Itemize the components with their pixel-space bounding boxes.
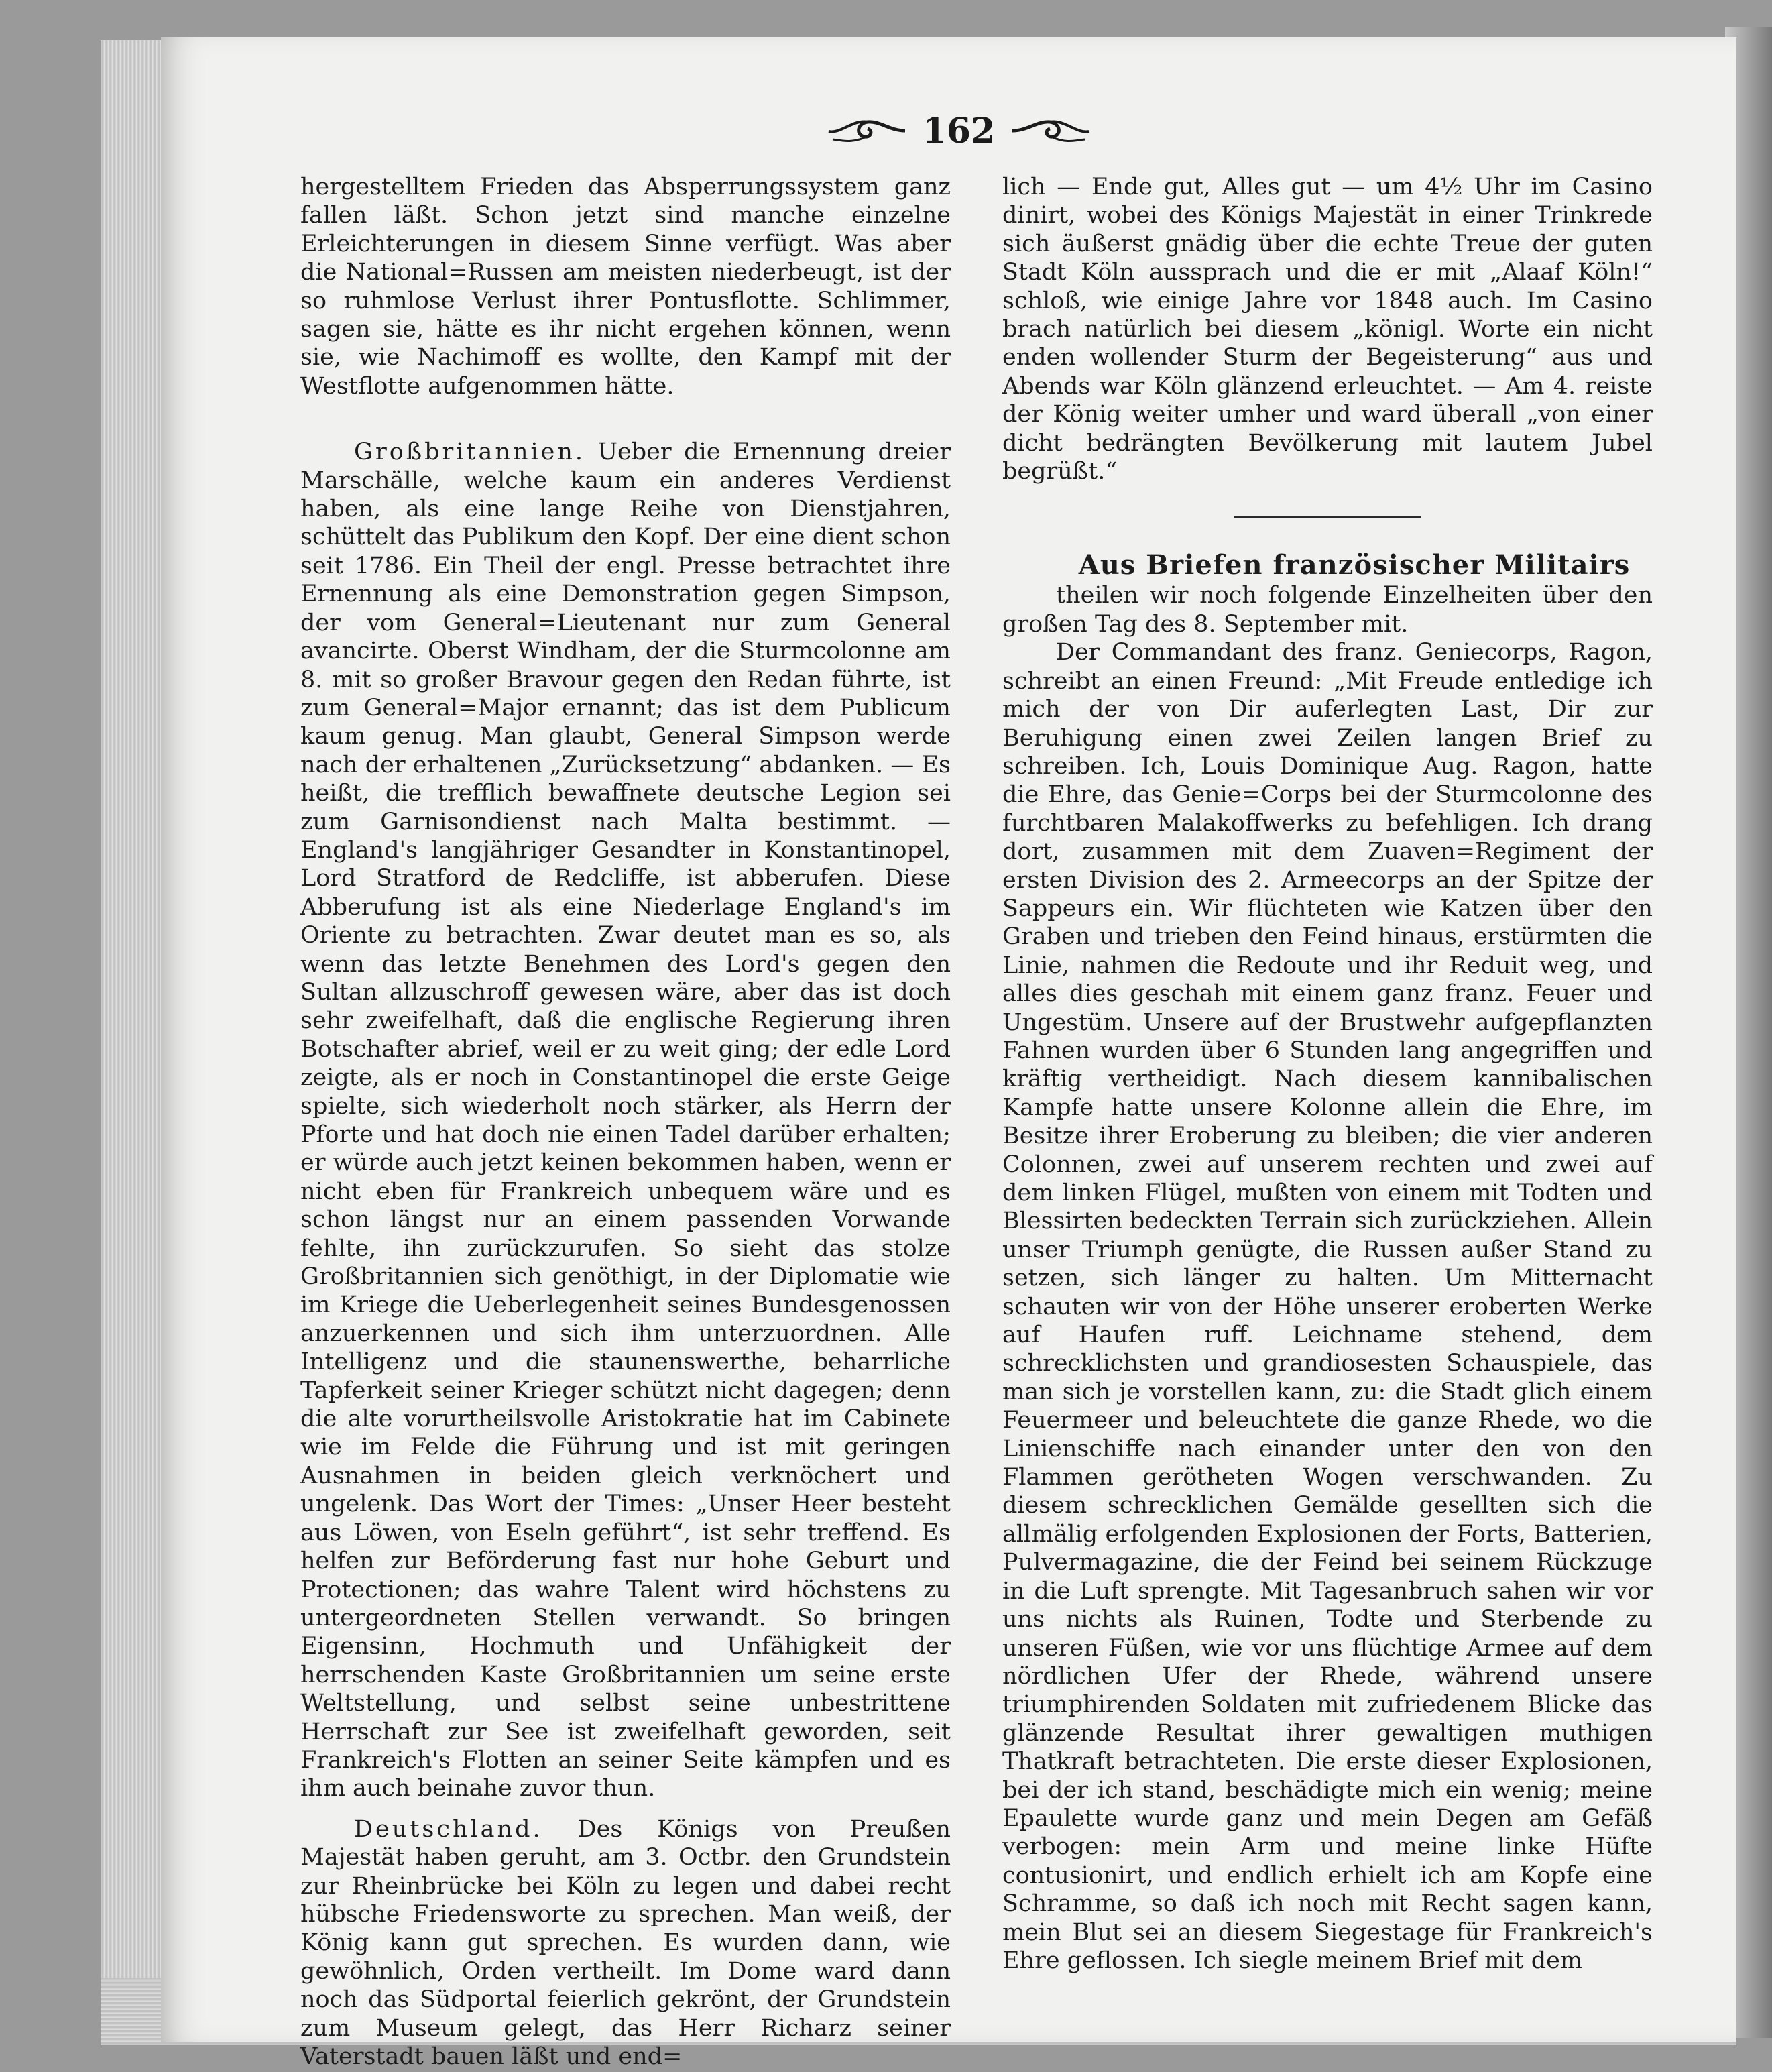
germany-text: Des Königs von Preußen Majestät haben geruht, am 3. Octbr. den Grundstein zur Rheinbrücke bei Köln zu legen und dabei recht hübsche Friedensworte zu sprechen. Man weiß, der König kann gut sprechen. Es wurden dann, wie gewöhnlich, Orden vertheilt. Im Dome ward dann noch das Südportal feierlich gekrönt, der Grundstein zum Museum gelegt, das Herr Richarz seiner Vaterstadt bauen läßt und end=: [300, 1815, 951, 2070]
left-ornament-icon: [826, 114, 906, 148]
right-column: [1002, 173, 1653, 1975]
paragraph-great-britain: [300, 438, 951, 1803]
section-divider: [1234, 516, 1421, 518]
section-label-germany: Deutschland.: [354, 1815, 543, 1843]
paragraph-cologne: lich — Ende gut, Alles gut — um 4½ Uhr im Casino dinirt, wobei des Königs Majestät in einer Trinkrede sich äußerst gnädig über die echte Treue der guten Stadt Köln aussprach und die er mit „Alaaf Köln!“ schloß, wie einige Jahre vor 1848 auch. Im Casino brach natürlich bei diesem „königl. Worte ein nicht enden wollender Sturm der Begeisterung“ aus und Abends war Köln glänzend erleuchtet. — Am 4. reiste der König weiter umher und ward überall „von einer dicht bedrängten Bevölkerung mit lautem Jubel begrüßt.“: [1002, 174, 1653, 485]
great-britain-text: Ueber die Ernennung dreier Marschälle, welche kaum ein anderes Verdienst haben, als eine lange Reihe von Dienstjahren, schüttelt das Publikum den Kopf. Der eine dient schon seit 1786. Ein Theil der engl. Presse betrachtet ihre Ernennung als eine Demonstration gegen Simpson, der vom General=Lieutenant nur zum General avancirte. Oberst Windham, der die Sturmcolonne am 8. mit so großer Bravour gegen den Redan führte, ist zum General=Major ernannt; das ist dem Publicum kaum genug. Man glaubt, General Simpson werde nach der erhaltenen „Zurücksetzung“ abdanken. — Es heißt, die trefflich bewaffnete deutsche Legion sei zum Garnisondienst nach Malta bestimmt. — England's langjähriger Gesandter in Konstantinopel, Lord Stratford de Redcliffe, ist abberufen. Diese Abberufung ist als eine Niederlage England's im Oriente zu betrachten. Zwar deutet man es so, als wenn das letzte Benehmen des Lord's gegen den Sultan allzuschroff gewesen wäre, aber das ist doch sehr zweifelhaft, daß die englische Regierung ihren Botschafter abrief, weil er zu weit ging; der edle Lord zeigte, als er noch in Constantinopel die erste Geige spielte, sich wiederholt noch stärker, als Herrn der Pforte und hat doch nie einen Tadel darüber erhalten; er würde auch jetzt keinen bekommen haben, wenn er nicht eben für Frankreich unbequem wäre und es schon längst nur an einem passenden Vorwande fehlte, ihn zurückzurufen. So sieht das stolze Großbritannien sich genöthigt, in der Diplomatie wie im Kriege die Ueberlegenheit seines Bundesgenossen anzuerkennen und sich ihm unterzuordnen. Alle Intelligenz und die staunenswerthe, beharrliche Tapferkeit seiner Krieger schützt nicht dagegen; denn die alte vorurtheilsvolle Aristokratie hat im Cabinete wie im Felde die Führung und ist mit geringen Ausnahmen in beiden gleich verknöchert und ungelenk. Das Wort der Times: „Unser Heer besteht aus Löwen, von Eseln geführt“, ist sehr treffend. Es helfen zur Beförderung fast nur hohe Geburt und Protectionen; das wahre Talent wird höchstens zu untergeordneten Stellen verwandt. So bringen Eigensinn, Hochmuth und Unfähigkeit der herrschenden Kaste Großbritannien um seine erste Weltstellung, und selbst seine unbestrittene Herrschaft zur See ist zweifelhaft geworden, seit Frankreich's Flotten an seiner Seite kämpfen und es ihm auch beinahe zuvor thun.: [300, 439, 951, 1802]
section-heading: Aus Briefen französischer Militairs: [1078, 549, 1631, 581]
paragraph-intro: theilen wir noch folgende Einzelheiten über den großen Tag des 8. September mit.: [1002, 582, 1653, 638]
paragraph-ragon-letter: Der Commandant des franz. Geniecorps, Ragon, schreibt an einen Freund: „Mit Freude entledige ich mich der von Dir auferlegten Last, Dir zur Beruhigung einen zwei Zeilen langen Brief zu schreiben. Ich, Louis Dominique Aug. Ragon, hatte die Ehre, das Genie=Corps bei der Sturmcolonne des furchtbaren Malakoffwerks zu befehligen. Ich drang dort, zusammen mit dem Zuaven=Regiment der ersten Division des 2. Armeecorps an der Spitze der Sappeurs ein. Wir flüchteten wie Katzen über den Graben und trieben den Feind hinaus, erstürmten die Linie, nahmen die Redoute und ihr Reduit weg, und alles dies geschah mit einem ganz franz. Feuer und Ungestüm. Unsere auf der Brustwehr aufgepflanzten Fahnen wurden über 6 Stunden lang angegriffen und kräftig vertheidigt. Nach diesem kannibalischen Kampfe hatte unsere Kolonne allein die Ehre, im Besitze ihrer Eroberung zu bleiben; die vier anderen Colonnen, zwei auf unserem rechten und zwei auf dem linken Flügel, mußten von einem mit Todten und Blessirten bedeckten Terrain sich zurückziehen. Allein unser Triumph genügte, die Russen außer Stand zu setzen, sich länger zu halten. Um Mitternacht schauten wir von der Höhe unserer eroberten Werke auf Haufen ruff. Leichname stehend, dem schrecklichsten und grandiosesten Schauspiele, das man sich je vorstellen kann, zu: die Stadt glich einem Feuermeer und beleuchtete die ganze Rhede, wo die Linienschiffe nach einander unter den von den Flammen gerötheten Wogen verschwanden. Zu diesem schrecklichen Gemälde gesellten sich die allmälig erfolgenden Explosionen der Forts, Batterien, Pulvermagazine, die der Feind bei seinem Rückzuge in die Luft sprengte. Mit Tagesanbruch sahen wir vor uns nichts als Ruinen, Todte und Sterbende zu unseren Füßen, wie vor uns flüchtige Armee auf dem nördlichen Ufer der Rhede, während unsere triumphirenden Soldaten mit zufriedenem Blicke das glänzende Resultat ihrer gewaltigen muthigen Thatkraft betrachteten. Die erste dieser Explosionen, bei der ich stand, beschädigte mich ein wenig; meine Epaulette wurde ganz und mein Degen am Gefäß verbogen: mein Arm und meine linke Hüfte contusionirt, und endlich erhielt ich am Kopfe eine Schramme, so daß ich noch mit Recht sagen kann, mein Blut sei an diesem Siegestage für Frankreich's Ehre geflossen. Ich siegle meinem Brief mit dem: [1002, 639, 1653, 1974]
section-label-great-britain: Großbritannien.: [354, 439, 586, 466]
left-column: [300, 173, 951, 2071]
page-number: 162: [922, 110, 996, 152]
right-ornament-icon: [1011, 114, 1091, 148]
paragraph-germany: [300, 1815, 951, 2071]
paragraph-russia: hergestelltem Frieden das Absperrungssystem ganz fallen läßt. Schon jetzt sind manche einzelne Erleichterungen in diesem Sinne verfügt. Was aber die National=Russen am meisten niederbeugt, ist der so ruhmlose Verlust ihrer Pontusflotte. Schlimmer, sagen sie, hätte es ihr nicht ergehen können, wenn sie, wie Nachimoff es wollte, den Kampf mit der Westflotte aufgenommen hätte.: [300, 174, 951, 400]
page-header: [811, 104, 1106, 158]
